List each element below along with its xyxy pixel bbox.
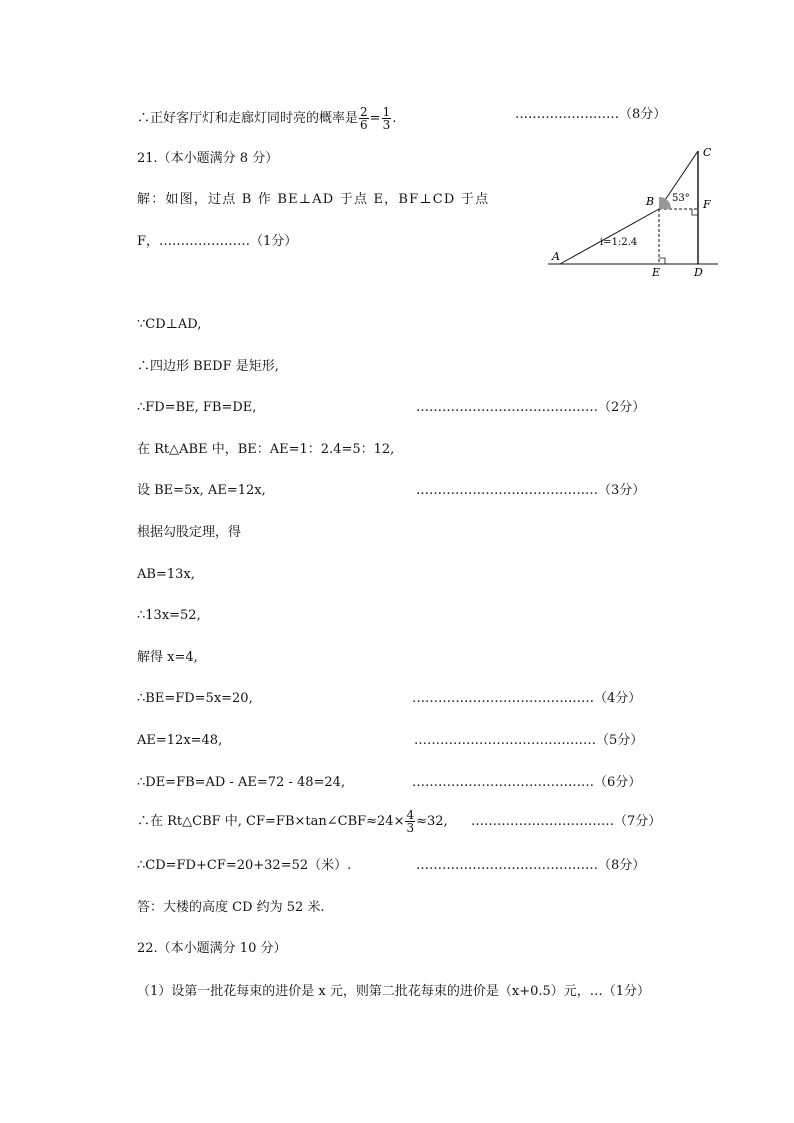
- probability-text: ∴正好客厅灯和走廊灯同时亮的概率是: [137, 111, 359, 126]
- fraction-2-6: [359, 106, 369, 131]
- score-8-q20: ……………………（8分）: [515, 107, 667, 122]
- question-22-step-1: （1）设第一批花每束的进价是 x 元，则第二批花每束的进价是（x+0.5）元，…（1分）: [137, 984, 651, 999]
- solution-line-1: 解：如图，过点 B 作 BE⊥AD 于点 E，BF⊥CD 于点: [137, 192, 490, 207]
- label-a: A: [552, 250, 560, 263]
- step-solve-x: 解得 x=4,: [137, 650, 198, 665]
- fraction-1-3: [382, 106, 392, 131]
- answer-line: 答：大楼的高度 CD 约为 52 米.: [137, 900, 325, 915]
- step-cd: ∴CD=FD+CF=20+32=52（米）.: [137, 858, 352, 873]
- score-2: ……………………………………（2分）: [416, 400, 646, 415]
- score-8-q21: ……………………………………（8分）: [416, 858, 646, 873]
- step-13x: ∴13x=52,: [137, 608, 201, 623]
- question-22-heading: 22.（本小题满分 10 分）: [137, 941, 287, 956]
- step-cf: [137, 809, 448, 835]
- numerator: 1: [382, 105, 391, 119]
- geometry-figure: [548, 142, 728, 282]
- numerator: 4: [406, 808, 415, 822]
- step-equal-sides: ∴FD=BE, FB=DE,: [137, 400, 257, 415]
- score-6: ……………………………………（6分）: [412, 775, 642, 790]
- label-b: B: [646, 195, 655, 208]
- step-ab: AB=13x,: [137, 567, 195, 582]
- angle-label: 53°: [672, 193, 690, 204]
- step-cd-perp-ad: ∵CD⊥AD,: [137, 317, 202, 332]
- period: .: [392, 111, 397, 126]
- step-ae: AE=12x=48,: [137, 733, 223, 748]
- label-e: E: [652, 266, 661, 279]
- label-d: D: [694, 266, 703, 279]
- step-rectangle: ∴四边形 BEDF 是矩形,: [137, 359, 279, 374]
- fraction-4-3: [405, 809, 415, 834]
- label-c: C: [703, 146, 712, 159]
- denominator: 3: [382, 118, 391, 132]
- denominator: 3: [406, 821, 415, 835]
- step-pythagoras: 根据勾股定理，得: [137, 525, 242, 540]
- step-let-x: 设 BE=5x, AE=12x,: [137, 483, 266, 498]
- slope-label: i=1:2.4: [600, 237, 638, 248]
- cf-result: ≈32,: [416, 814, 448, 829]
- step-be-fd: ∴BE=FD=5x=20,: [137, 691, 253, 706]
- score-3: ……………………………………（3分）: [416, 483, 646, 498]
- equals-sign: =: [369, 111, 381, 126]
- score-7: ……………………………（7分）: [471, 814, 662, 829]
- numerator: 2: [360, 105, 368, 119]
- score-4: ……………………………………（4分）: [412, 691, 642, 706]
- solution-line-2: F，…………………（1分）: [137, 234, 298, 249]
- denominator: 6: [360, 118, 368, 132]
- label-f: F: [703, 198, 711, 211]
- score-5: ……………………………………（5分）: [414, 733, 644, 748]
- step-de-fb: ∴DE=FB=AD - AE=72 - 48=24,: [137, 775, 346, 790]
- question-21-heading: 21.（本小题满分 8 分）: [137, 151, 279, 166]
- probability-line: [137, 106, 396, 131]
- cf-text: ∴在 Rt△CBF 中, CF=FB×tan∠CBF≈24×: [137, 814, 405, 829]
- step-ratio: 在 Rt△ABE 中，BE：AE=1：2.4=5：12,: [137, 442, 395, 457]
